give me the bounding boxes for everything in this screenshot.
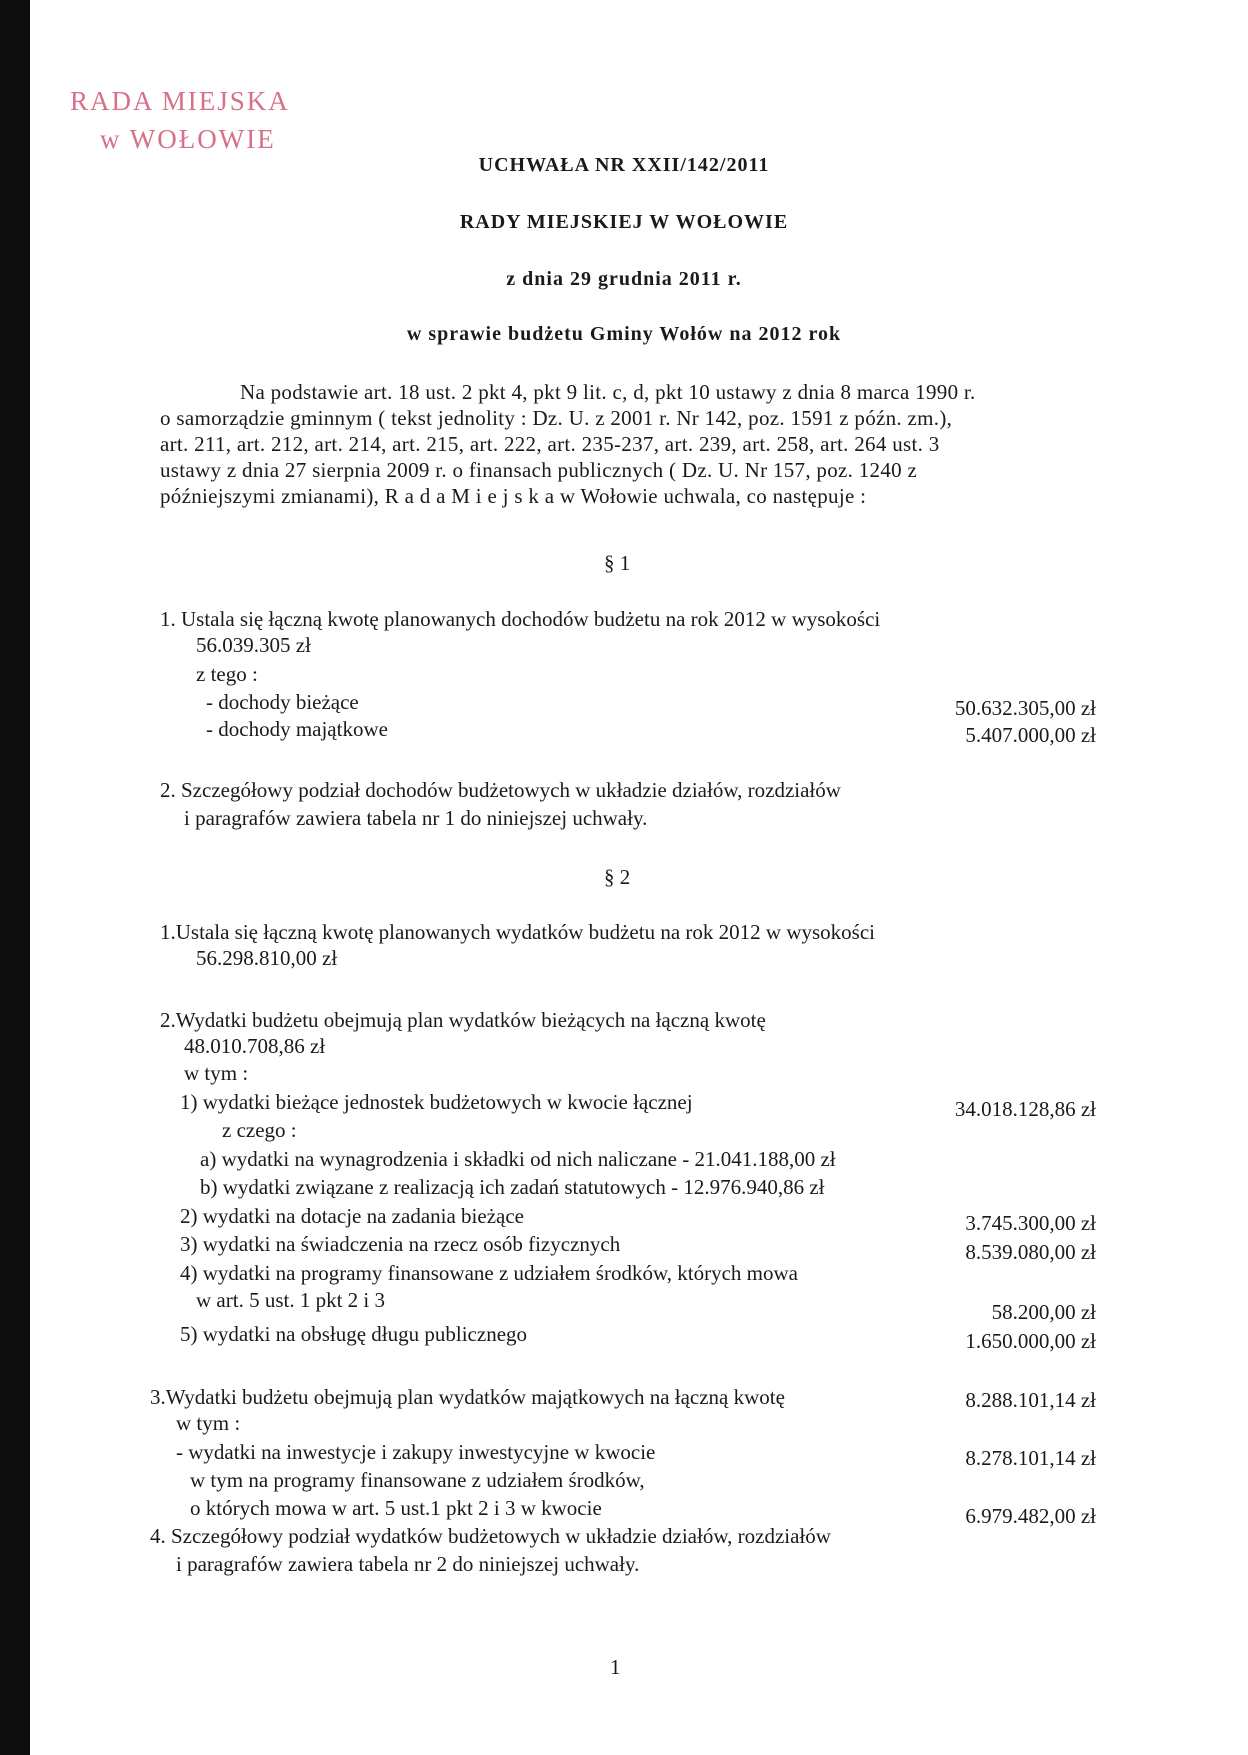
s2-item-label: 4) wydatki na programy finansowane z udziałem środków, których mowa <box>180 1261 798 1285</box>
section-2-mark: § 2 <box>604 865 631 889</box>
stamp-line-2: w WOŁOWIE <box>100 124 276 154</box>
s1-p1-line: 1. Ustala się łączną kwotę planowanych dochodów budżetu na rok 2012 w wysokości <box>160 607 881 631</box>
resolution-subject: w sprawie budżetu Gminy Wołów na 2012 rok <box>406 323 842 345</box>
s2-p3-prog-line: o których mowa w art. 5 ust.1 pkt 2 i 3 w kwocie <box>190 1496 602 1520</box>
s2-p2-line: 2.Wydatki budżetu obejmują plan wydatków bieżących na łączną kwotę <box>160 1008 766 1032</box>
preamble-line: o samorządzie gminnym ( tekst jednolity : Dz. U. z 2001 r. Nr 142, poz. 1591 z późn. zm.), <box>160 406 953 430</box>
resolution-number: UCHWAŁA NR XXII/142/2011 <box>478 154 770 176</box>
s2-p1-total: 56.298.810,00 zł <box>196 946 338 970</box>
preamble-line: Na podstawie art. 18 ust. 2 pkt 4, pkt 9 lit. c, d, pkt 10 ustawy z dnia 8 marca 1990 r. <box>240 380 976 404</box>
s2-p4-line: 4. Szczegółowy podział wydatków budżetowych w układzie działów, rozdziałów <box>150 1524 831 1548</box>
s2-item-label-cont: w art. 5 ust. 1 pkt 2 i 3 <box>196 1288 385 1312</box>
s2-item-sub-a: a) wydatki na wynagrodzenia i składki od nich naliczane - 21.041.188,00 zł <box>200 1147 836 1171</box>
s1-p1-of-which: z tego : <box>196 662 258 686</box>
preamble-line: ustawy z dnia 27 sierpnia 2009 r. o finansach publicznych ( Dz. U. Nr 157, poz. 1240 z <box>160 458 918 482</box>
s1-item-label: - dochody bieżące <box>206 690 359 714</box>
section-1-mark: § 1 <box>604 551 631 575</box>
s2-item-amount: 8.539.080,00 zł <box>965 1240 1096 1264</box>
s1-item-amount: 5.407.000,00 zł <box>965 723 1096 747</box>
s2-p2-total: 48.010.708,86 zł <box>184 1034 326 1058</box>
s2-p3-inv-amount: 8.278.101,14 zł <box>965 1446 1096 1470</box>
s2-item-sub-b: b) wydatki związane z realizacją ich zadań statutowych - 12.976.940,86 zł <box>200 1175 825 1199</box>
s2-item-amount: 34.018.128,86 zł <box>954 1097 1096 1121</box>
s2-p3-prog-amount: 6.979.482,00 zł <box>965 1504 1096 1528</box>
preamble-line: art. 211, art. 212, art. 214, art. 215, art. 222, art. 235-237, art. 239, art. 258, art. 264 ust. 3 <box>160 432 940 456</box>
preamble-line: późniejszymi zmianami), R a d a M i e j s k a w Wołowie uchwala, co następuje : <box>160 484 867 508</box>
page-number: 1 <box>610 1655 621 1679</box>
s2-p3-in-that: w tym : <box>176 1411 241 1435</box>
s2-p3-prog-line: w tym na programy finansowane z udziałem środków, <box>190 1468 645 1492</box>
s1-item-amount: 50.632.305,00 zł <box>954 696 1096 720</box>
s2-item-of-which: z czego : <box>222 1118 297 1142</box>
s1-p1-total: 56.039.305 zł <box>196 633 311 657</box>
s2-p4-line: i paragrafów zawiera tabela nr 2 do niniejszej uchwały. <box>176 1552 640 1576</box>
s2-p3-total: 8.288.101,14 zł <box>965 1388 1096 1412</box>
s2-p3-line: 3.Wydatki budżetu obejmują plan wydatków majątkowych na łączną kwotę <box>150 1385 785 1409</box>
s1-p2-line: 2. Szczegółowy podział dochodów budżetowych w układzie działów, rozdziałów <box>160 778 841 802</box>
s2-p1-line: 1.Ustala się łączną kwotę planowanych wydatków budżetu na rok 2012 w wysokości <box>160 920 875 944</box>
s2-p2-in-that: w tym : <box>184 1061 249 1085</box>
s2-item-label: 1) wydatki bieżące jednostek budżetowych w kwocie łącznej <box>180 1090 693 1114</box>
s2-p3-inv-label: - wydatki na inwestycje i zakupy inwestycyjne w kwocie <box>176 1440 656 1464</box>
s2-item-label: 3) wydatki na świadczenia na rzecz osób fizycznych <box>180 1232 621 1256</box>
s1-item-label: - dochody majątkowe <box>206 717 388 741</box>
s1-p2-line: i paragrafów zawiera tabela nr 1 do niniejszej uchwały. <box>184 806 648 830</box>
resolution-date: z dnia 29 grudnia 2011 r. <box>506 268 742 290</box>
stamp-line-1: RADA MIEJSKA <box>70 86 290 116</box>
s2-item-amount: 3.745.300,00 zł <box>965 1211 1096 1235</box>
s2-item-amount: 58.200,00 zł <box>991 1300 1096 1324</box>
s2-item-label: 2) wydatki na dotacje na zadania bieżące <box>180 1204 524 1228</box>
council-name: RADY MIEJSKIEJ W WOŁOWIE <box>459 211 789 233</box>
s2-item-amount: 1.650.000,00 zł <box>965 1329 1096 1353</box>
s2-item-label: 5) wydatki na obsługę długu publicznego <box>180 1322 528 1346</box>
scan-edge-bar <box>0 0 30 1755</box>
